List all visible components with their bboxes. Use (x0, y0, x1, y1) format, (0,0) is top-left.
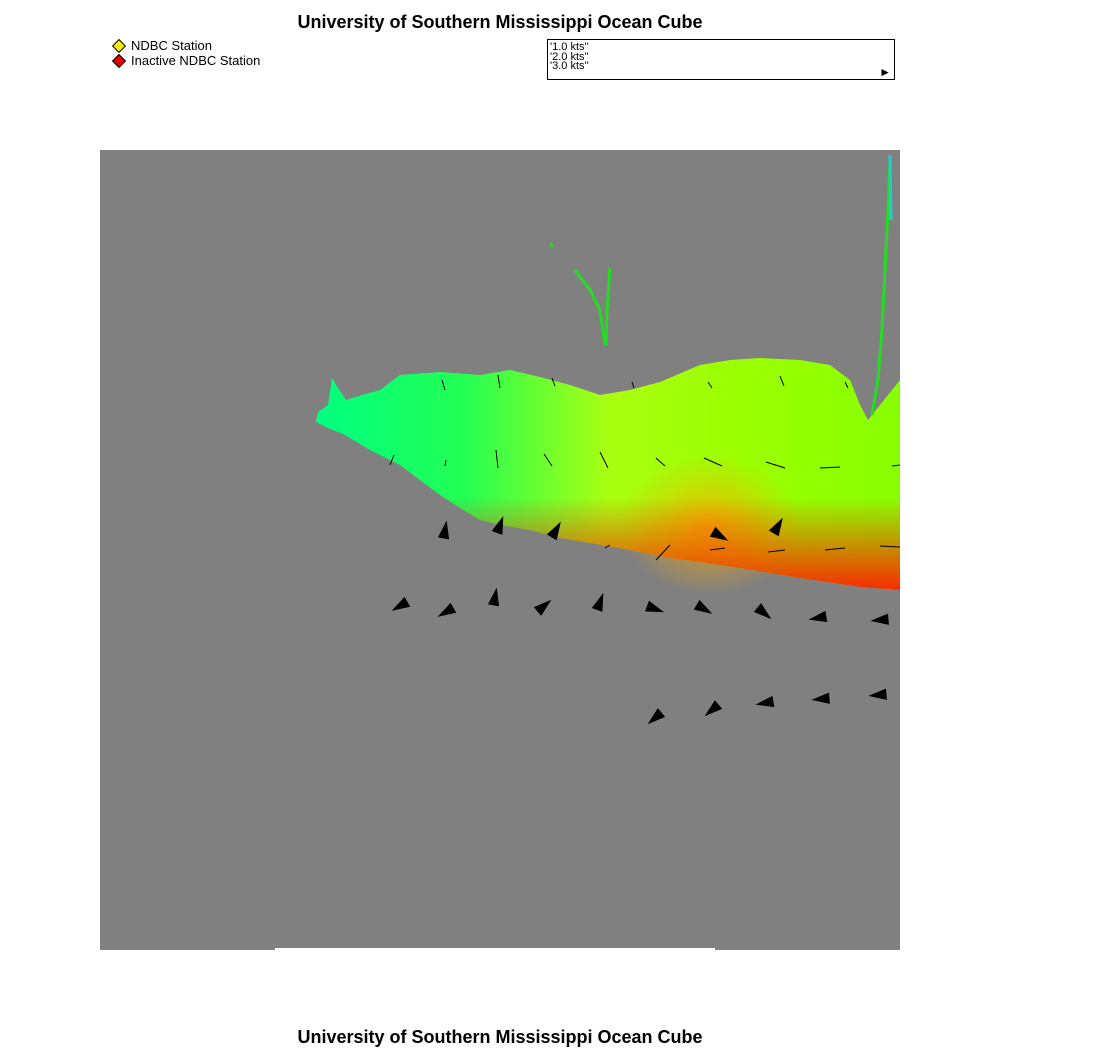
map-title: University of Southern Mississippi Ocean Cube (297, 12, 703, 32)
red-diamond-icon (112, 53, 126, 67)
scale-label-1: '1.0 kts'' (550, 41, 589, 53)
legend-label-ndbc: NDBC Station (131, 38, 212, 53)
legend-item-inactive (112, 53, 260, 68)
current-scale-box (547, 39, 895, 80)
scale-label-2: '2.0 kts'' (550, 50, 589, 63)
scale-label-3: '3.0 kts'' (550, 60, 589, 72)
map-bottom-gap (275, 948, 715, 950)
ocean-current-map (100, 150, 900, 950)
legend-item-ndbc (112, 38, 260, 53)
station-legend (112, 38, 260, 68)
yellow-diamond-icon (112, 38, 126, 52)
footer-title: University of Southern Mississippi Ocean Cube (297, 1027, 703, 1047)
scale-arrow-icon: ► (879, 65, 891, 79)
legend-label-inactive: Inactive NDBC Station (131, 53, 261, 68)
